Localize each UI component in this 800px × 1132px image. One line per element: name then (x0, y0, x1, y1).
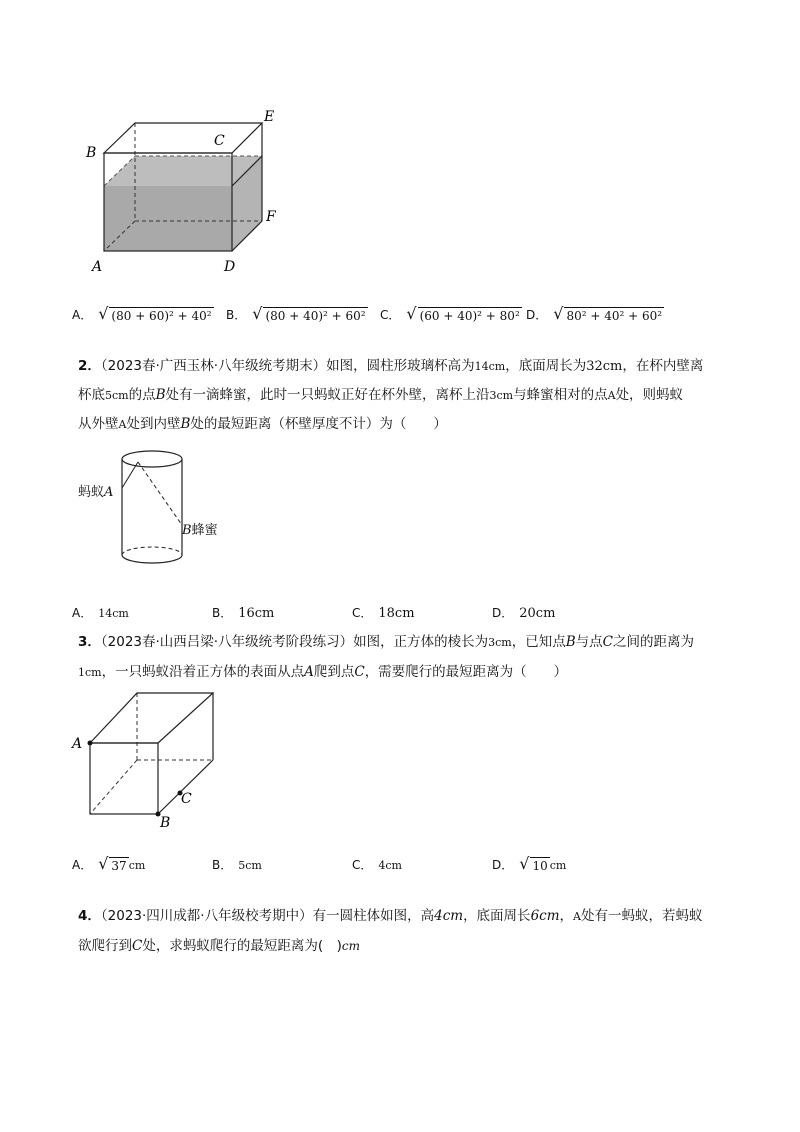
q2-honey-label: B蜂蜜 (182, 523, 218, 538)
q3-option-b[interactable]: B． 5cm (212, 858, 262, 872)
q2-option-b[interactable]: B． 16cm (212, 606, 275, 621)
q1-cuboid-figure (80, 105, 300, 280)
q1-option-d[interactable]: D． √ 80² + 40² + 60² (526, 304, 663, 323)
q2-text-line3: 从外壁A处到内壁B处的最短距离（杯壁厚度不计）为（ ） (78, 416, 447, 432)
q4-text-line2: 欲爬行到C处，求蚂蚁爬行的最短距离为( )cm (78, 938, 360, 954)
q3-text-line1: 3．（2023春·山西吕梁·八年级统考阶段练习）如图，正方体的棱长为3cm，已知点B与点C之间的距离为 (78, 634, 694, 650)
q1-label-f: F (266, 209, 276, 225)
q3-label-a: A (72, 736, 83, 752)
q1-water-front (104, 186, 232, 251)
q2-option-a[interactable]: A． 14cm (72, 606, 129, 620)
q1-option-b[interactable]: B． √ (80 + 40)² + 60² (226, 304, 366, 323)
q3-option-c[interactable]: C． 4cm (352, 858, 402, 872)
q1-option-c[interactable]: C． √ (60 + 40)² + 80² (380, 304, 520, 323)
q1-label-d: D (224, 259, 236, 275)
q2-ant-label: 蚂蚁A (78, 485, 114, 500)
q2-option-d[interactable]: D． 20cm (492, 606, 556, 621)
q3-cube-figure (70, 685, 230, 830)
q1-option-a[interactable]: A． √ (80 + 60)² + 40² (72, 304, 212, 323)
q2-option-c[interactable]: C． 18cm (352, 606, 415, 621)
q3-option-d[interactable]: D． √ 10 cm (492, 854, 567, 873)
q2-text-line2: 杯底5cm的点B处有一滴蜂蜜，此时一只蚂蚁正好在杯外壁，离杯上沿3cm与蜂蜜相对的点A处，则蚂蚁 (78, 387, 684, 403)
q1-label-c: C (214, 133, 225, 149)
q3-label-c: C (181, 791, 192, 807)
q1-label-b: B (86, 145, 97, 161)
q4-text-line1: 4．（2023·四川成都·八年级校考期中）有一圆柱体如图，高4cm，底面周长6cm，A处有一蚂蚁，若蚂蚁 (78, 908, 703, 924)
q3-option-a[interactable]: A． √ 37 cm (72, 854, 146, 873)
q1-label-e: E (264, 109, 275, 125)
q3-text-line2: 1cm，一只蚂蚁沿着正方体的表面从点A爬到点C，需要爬行的最短距离为（ ） (78, 664, 568, 680)
q2-cylinder-figure (76, 445, 256, 575)
q2-text-line1: 2．（2023春·广西玉林·八年级统考期末）如图，圆柱形玻璃杯高为14cm，底面周长为32cm，在杯内壁离 (78, 358, 704, 374)
q3-label-b: B (160, 815, 171, 830)
q1-label-a: A (92, 259, 103, 275)
